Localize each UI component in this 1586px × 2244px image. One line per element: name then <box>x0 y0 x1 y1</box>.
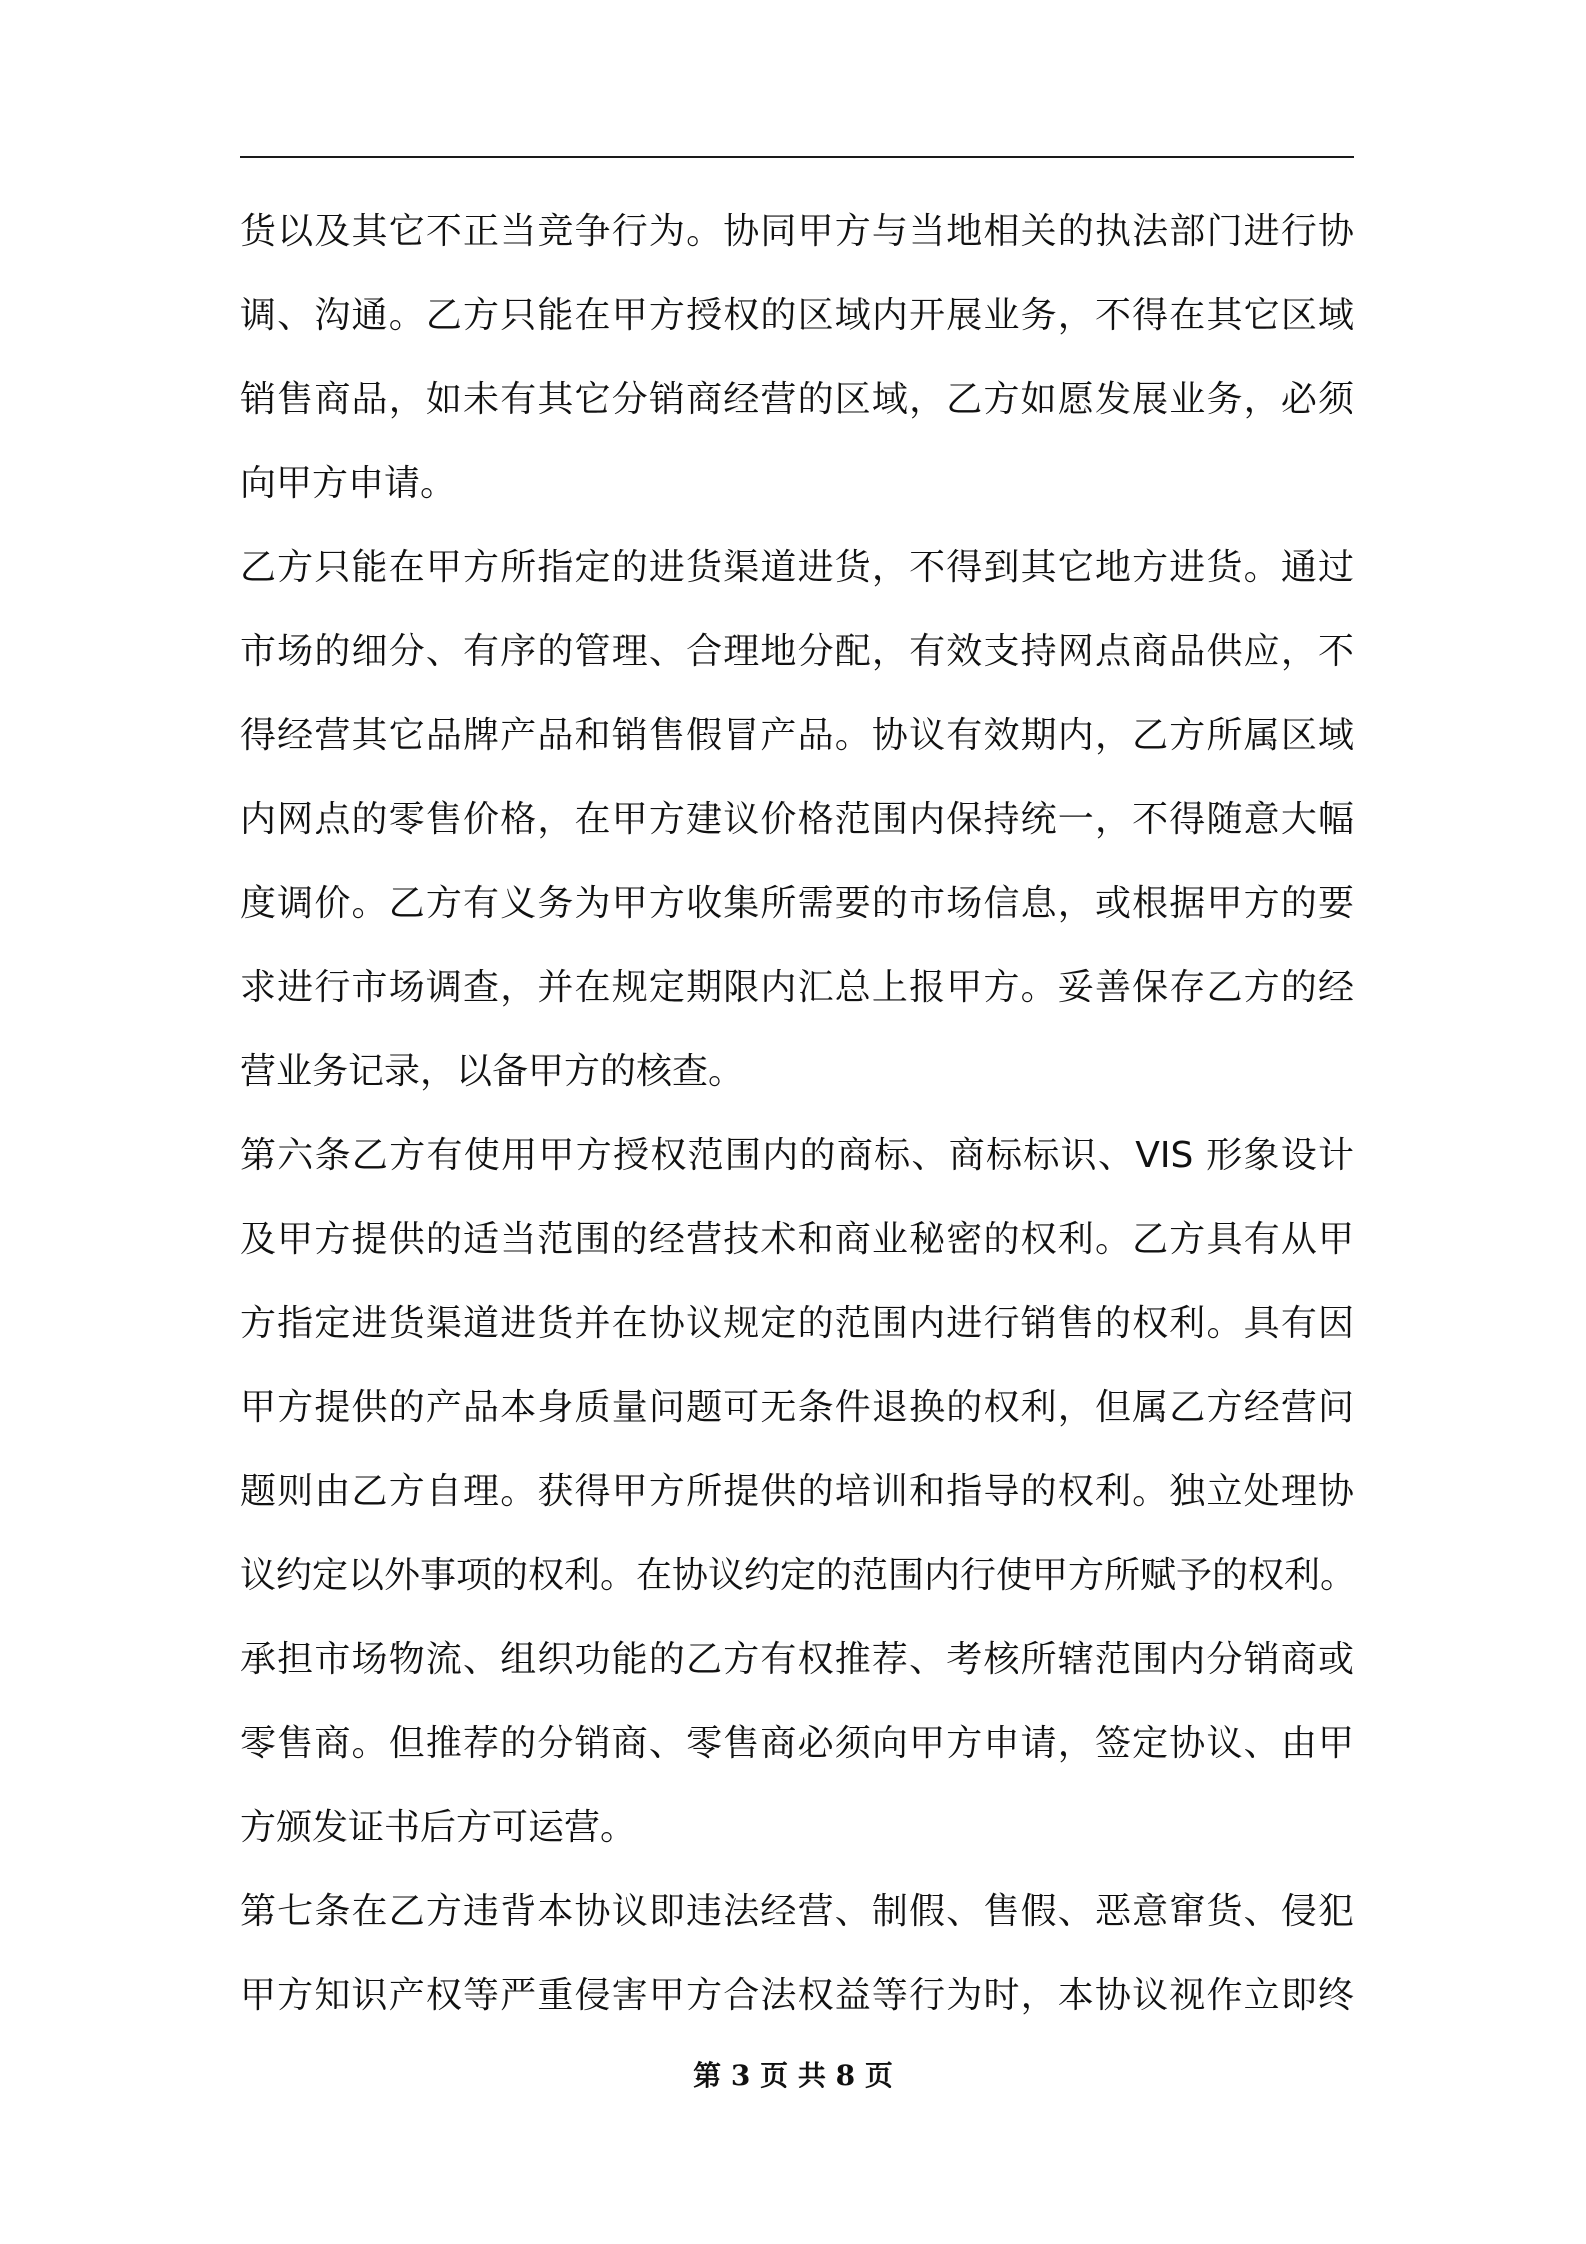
text-line: 销售商品，如未有其它分销商经营的区域，乙方如愿发展业务，必须 <box>240 379 1354 420</box>
text-line: 度调价。乙方有义务为甲方收集所需要的市场信息，或根据甲方的要 <box>240 883 1354 924</box>
text-line: 议约定以外事项的权利。在协议约定的范围内行使甲方所赋予的权利。 <box>240 1555 1357 1596</box>
paragraph <box>240 190 1354 526</box>
text-line: 乙方只能在甲方所指定的进货渠道进货，不得到其它地方进货。通过 <box>240 547 1354 588</box>
text-line: 市场的细分、有序的管理、合理地分配，有效支持网点商品供应，不 <box>240 631 1354 672</box>
text-line: 及甲方提供的适当范围的经营技术和商业秘密的权利。乙方具有从甲 <box>240 1219 1354 1260</box>
paragraph <box>240 1114 1357 1870</box>
page-number: 第 3 页 共 8 页 <box>693 2059 893 2092</box>
header-rule <box>240 156 1354 158</box>
text-line: 承担市场物流、组织功能的乙方有权推荐、考核所辖范围内分销商或 <box>240 1639 1354 1680</box>
text-line: 方指定进货渠道进货并在协议规定的范围内进行销售的权利。具有因 <box>240 1303 1354 1344</box>
text-line: 第七条在乙方违背本协议即违法经营、制假、售假、恶意窜货、侵犯 <box>240 1891 1354 1932</box>
text-line: 得经营其它品牌产品和销售假冒产品。协议有效期内，乙方所属区域 <box>240 715 1354 756</box>
paragraph <box>240 526 1354 1114</box>
text-line: 零售商。但推荐的分销商、零售商必须向甲方申请，签定协议、由甲 <box>240 1723 1354 1764</box>
text-line: 内网点的零售价格，在甲方建议价格范围内保持统一，不得随意大幅 <box>240 799 1354 840</box>
text-line: 甲方知识产权等严重侵害甲方合法权益等行为时，本协议视作立即终 <box>240 1975 1354 2016</box>
text-line: 方颁发证书后方可运营。 <box>240 1807 637 1848</box>
document-body <box>240 190 1357 2038</box>
text-line: 调、沟通。乙方只能在甲方授权的区域内开展业务，不得在其它区域 <box>240 295 1354 336</box>
text-line: 向甲方申请。 <box>240 463 457 504</box>
text-line: 甲方提供的产品本身质量问题可无条件退换的权利，但属乙方经营问 <box>240 1387 1354 1428</box>
text-line: 题则由乙方自理。获得甲方所提供的培训和指导的权利。独立处理协 <box>240 1471 1354 1512</box>
paragraph <box>240 1870 1354 2038</box>
text-line: 货以及其它不正当竞争行为。协同甲方与当地相关的执法部门进行协 <box>240 211 1354 252</box>
text-line: 求进行市场调查，并在规定期限内汇总上报甲方。妥善保存乙方的经 <box>240 967 1354 1008</box>
text-line: 营业务记录，以备甲方的核查。 <box>240 1051 745 1092</box>
text-line: 第六条乙方有使用甲方授权范围内的商标、商标标识、VIS 形象设计 <box>240 1135 1354 1176</box>
